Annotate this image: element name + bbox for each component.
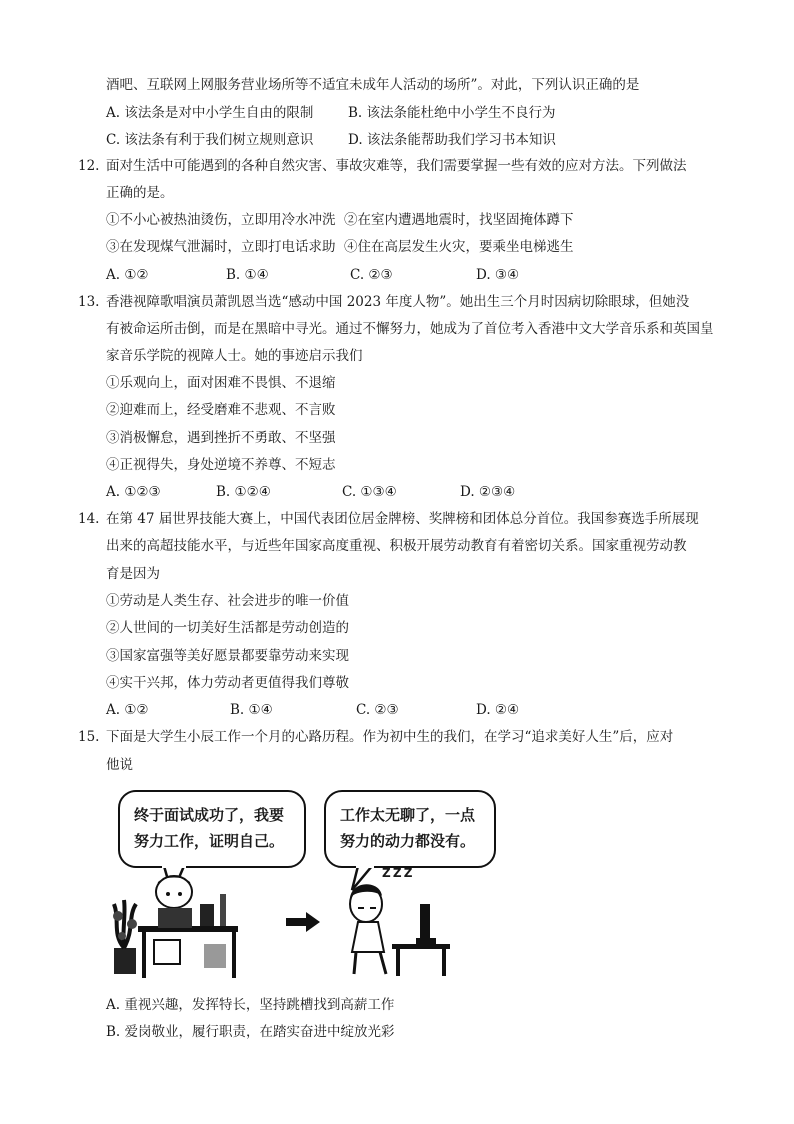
q14-number: 14. bbox=[78, 511, 100, 527]
comic-illustration bbox=[100, 784, 500, 980]
q12-item: ④住在高层发生火灾，要乘坐电梯逃生 bbox=[344, 239, 574, 255]
q14-option-c: C. ②③ bbox=[356, 702, 399, 718]
q14-option-b: B. ①④ bbox=[230, 702, 273, 718]
q15-stem-line: 下面是大学生小辰工作一个月的心路历程。作为初中生的我们，在学习“追求美好人生”后，应对 bbox=[106, 729, 674, 745]
q14-item: ③国家富强等美好愿景都要靠劳动来实现 bbox=[106, 648, 349, 664]
q11-option-d: D. 该法条能帮助我们学习书本知识 bbox=[348, 132, 556, 148]
q13-item: ②迎难而上，经受磨难不悲观、不言败 bbox=[106, 402, 336, 418]
q12-item: ③在发现煤气泄漏时，立即打电话求助 bbox=[106, 239, 336, 255]
q12-stem-line: 面对生活中可能遇到的各种自然灾害、事故灾难等，我们需要掌握一些有效的应对方法。下列做法 bbox=[106, 158, 687, 174]
bubble-left-line: 努力工作，证明自己。 bbox=[134, 832, 285, 850]
q12-option-a: A. ①② bbox=[106, 267, 149, 283]
q14-stem-line: 在第 47 届世界技能大赛上，中国代表团位居金牌榜、奖牌榜和团体总分首位。我国参赛选手所展现 bbox=[106, 511, 699, 527]
q12-option-d: D. ③④ bbox=[476, 267, 520, 283]
q13-number: 13. bbox=[78, 294, 100, 310]
q15-number: 15. bbox=[78, 729, 100, 745]
q13-item: ④正视得失，身处逆境不养尊、不短志 bbox=[106, 457, 336, 473]
q13-stem-line: 有被命运所击倒，而是在黑暗中寻光。通过不懈努力，她成为了首位考入香港中文大学音乐系和英国皇 bbox=[106, 321, 714, 337]
q14-stem-line: 出来的高超技能水平，与近些年国家高度重视、积极开展劳动教育有着密切关系。国家重视劳动教 bbox=[106, 538, 687, 554]
q11-option-a: A. 该法条是对中小学生自由的限制 bbox=[106, 105, 314, 121]
speech-bubble-left bbox=[118, 790, 306, 868]
q14-option-d: D. ②④ bbox=[476, 702, 520, 718]
q14-item: ④实干兴邦，体力劳动者更值得我们尊敬 bbox=[106, 675, 349, 691]
q11-option-b: B. 该法条能杜绝中小学生不良行为 bbox=[348, 105, 556, 121]
q15-stem-line: 他说 bbox=[106, 757, 133, 773]
bubble-left-line: 终于面试成功了，我要 bbox=[134, 806, 285, 824]
arrow-right-icon bbox=[286, 912, 320, 932]
q11-option-c: C. 该法条有利于我们树立规则意识 bbox=[106, 132, 314, 148]
bubble-right-line: 工作太无聊了，一点 bbox=[340, 806, 476, 824]
q11-stem-continuation: 酒吧、互联网上网服务营业场所等不适宜未成年人活动的场所”。对此，下列认识正确的是 bbox=[106, 77, 640, 93]
q13-option-a: A. ①②③ bbox=[106, 484, 161, 500]
q13-item: ①乐观向上，面对困难不畏惧、不退缩 bbox=[106, 375, 336, 391]
q13-item: ③消极懈怠，遇到挫折不勇敢、不坚强 bbox=[106, 430, 336, 446]
sleep-zzz-text: Z Z Z bbox=[382, 866, 412, 880]
bored-worker-scene bbox=[336, 868, 456, 978]
q14-option-a: A. ①② bbox=[106, 702, 149, 718]
q14-stem-line: 育是因为 bbox=[106, 566, 160, 582]
q14-item: ②人世间的一切美好生活都是劳动创造的 bbox=[106, 620, 349, 636]
q15-option-a: A. 重视兴趣，发挥特长，坚持跳槽找到高薪工作 bbox=[106, 997, 395, 1013]
q13-stem-line: 香港视障歌唱演员萧凯恩当选“感动中国 2023 年度人物”。她出生三个月时因病切除眼球，但她没 bbox=[106, 294, 690, 310]
q12-item: ②在室内遭遇地震时，找坚固掩体蹲下 bbox=[344, 212, 574, 228]
speech-bubble-right bbox=[324, 790, 496, 868]
q14-item: ①劳动是人类生存、社会进步的唯一价值 bbox=[106, 593, 349, 609]
q12-option-c: C. ②③ bbox=[350, 267, 393, 283]
q12-option-b: B. ①④ bbox=[226, 267, 269, 283]
q12-item: ①不小心被热油烫伤，立即用冷水冲洗 bbox=[106, 212, 336, 228]
q13-option-d: D. ②③④ bbox=[460, 484, 516, 500]
bubble-right-line: 努力的动力都没有。 bbox=[340, 832, 476, 850]
q13-option-c: C. ①③④ bbox=[342, 484, 397, 500]
q13-stem-line: 家音乐学院的视障人士。她的事迹启示我们 bbox=[106, 348, 363, 364]
q12-stem-line: 正确的是。 bbox=[106, 185, 174, 201]
q13-option-b: B. ①②④ bbox=[216, 484, 271, 500]
eager-worker-scene bbox=[104, 864, 254, 980]
q15-option-b: B. 爱岗敬业，履行职责，在踏实奋进中绽放光彩 bbox=[106, 1024, 395, 1040]
q12-number: 12. bbox=[78, 158, 100, 174]
